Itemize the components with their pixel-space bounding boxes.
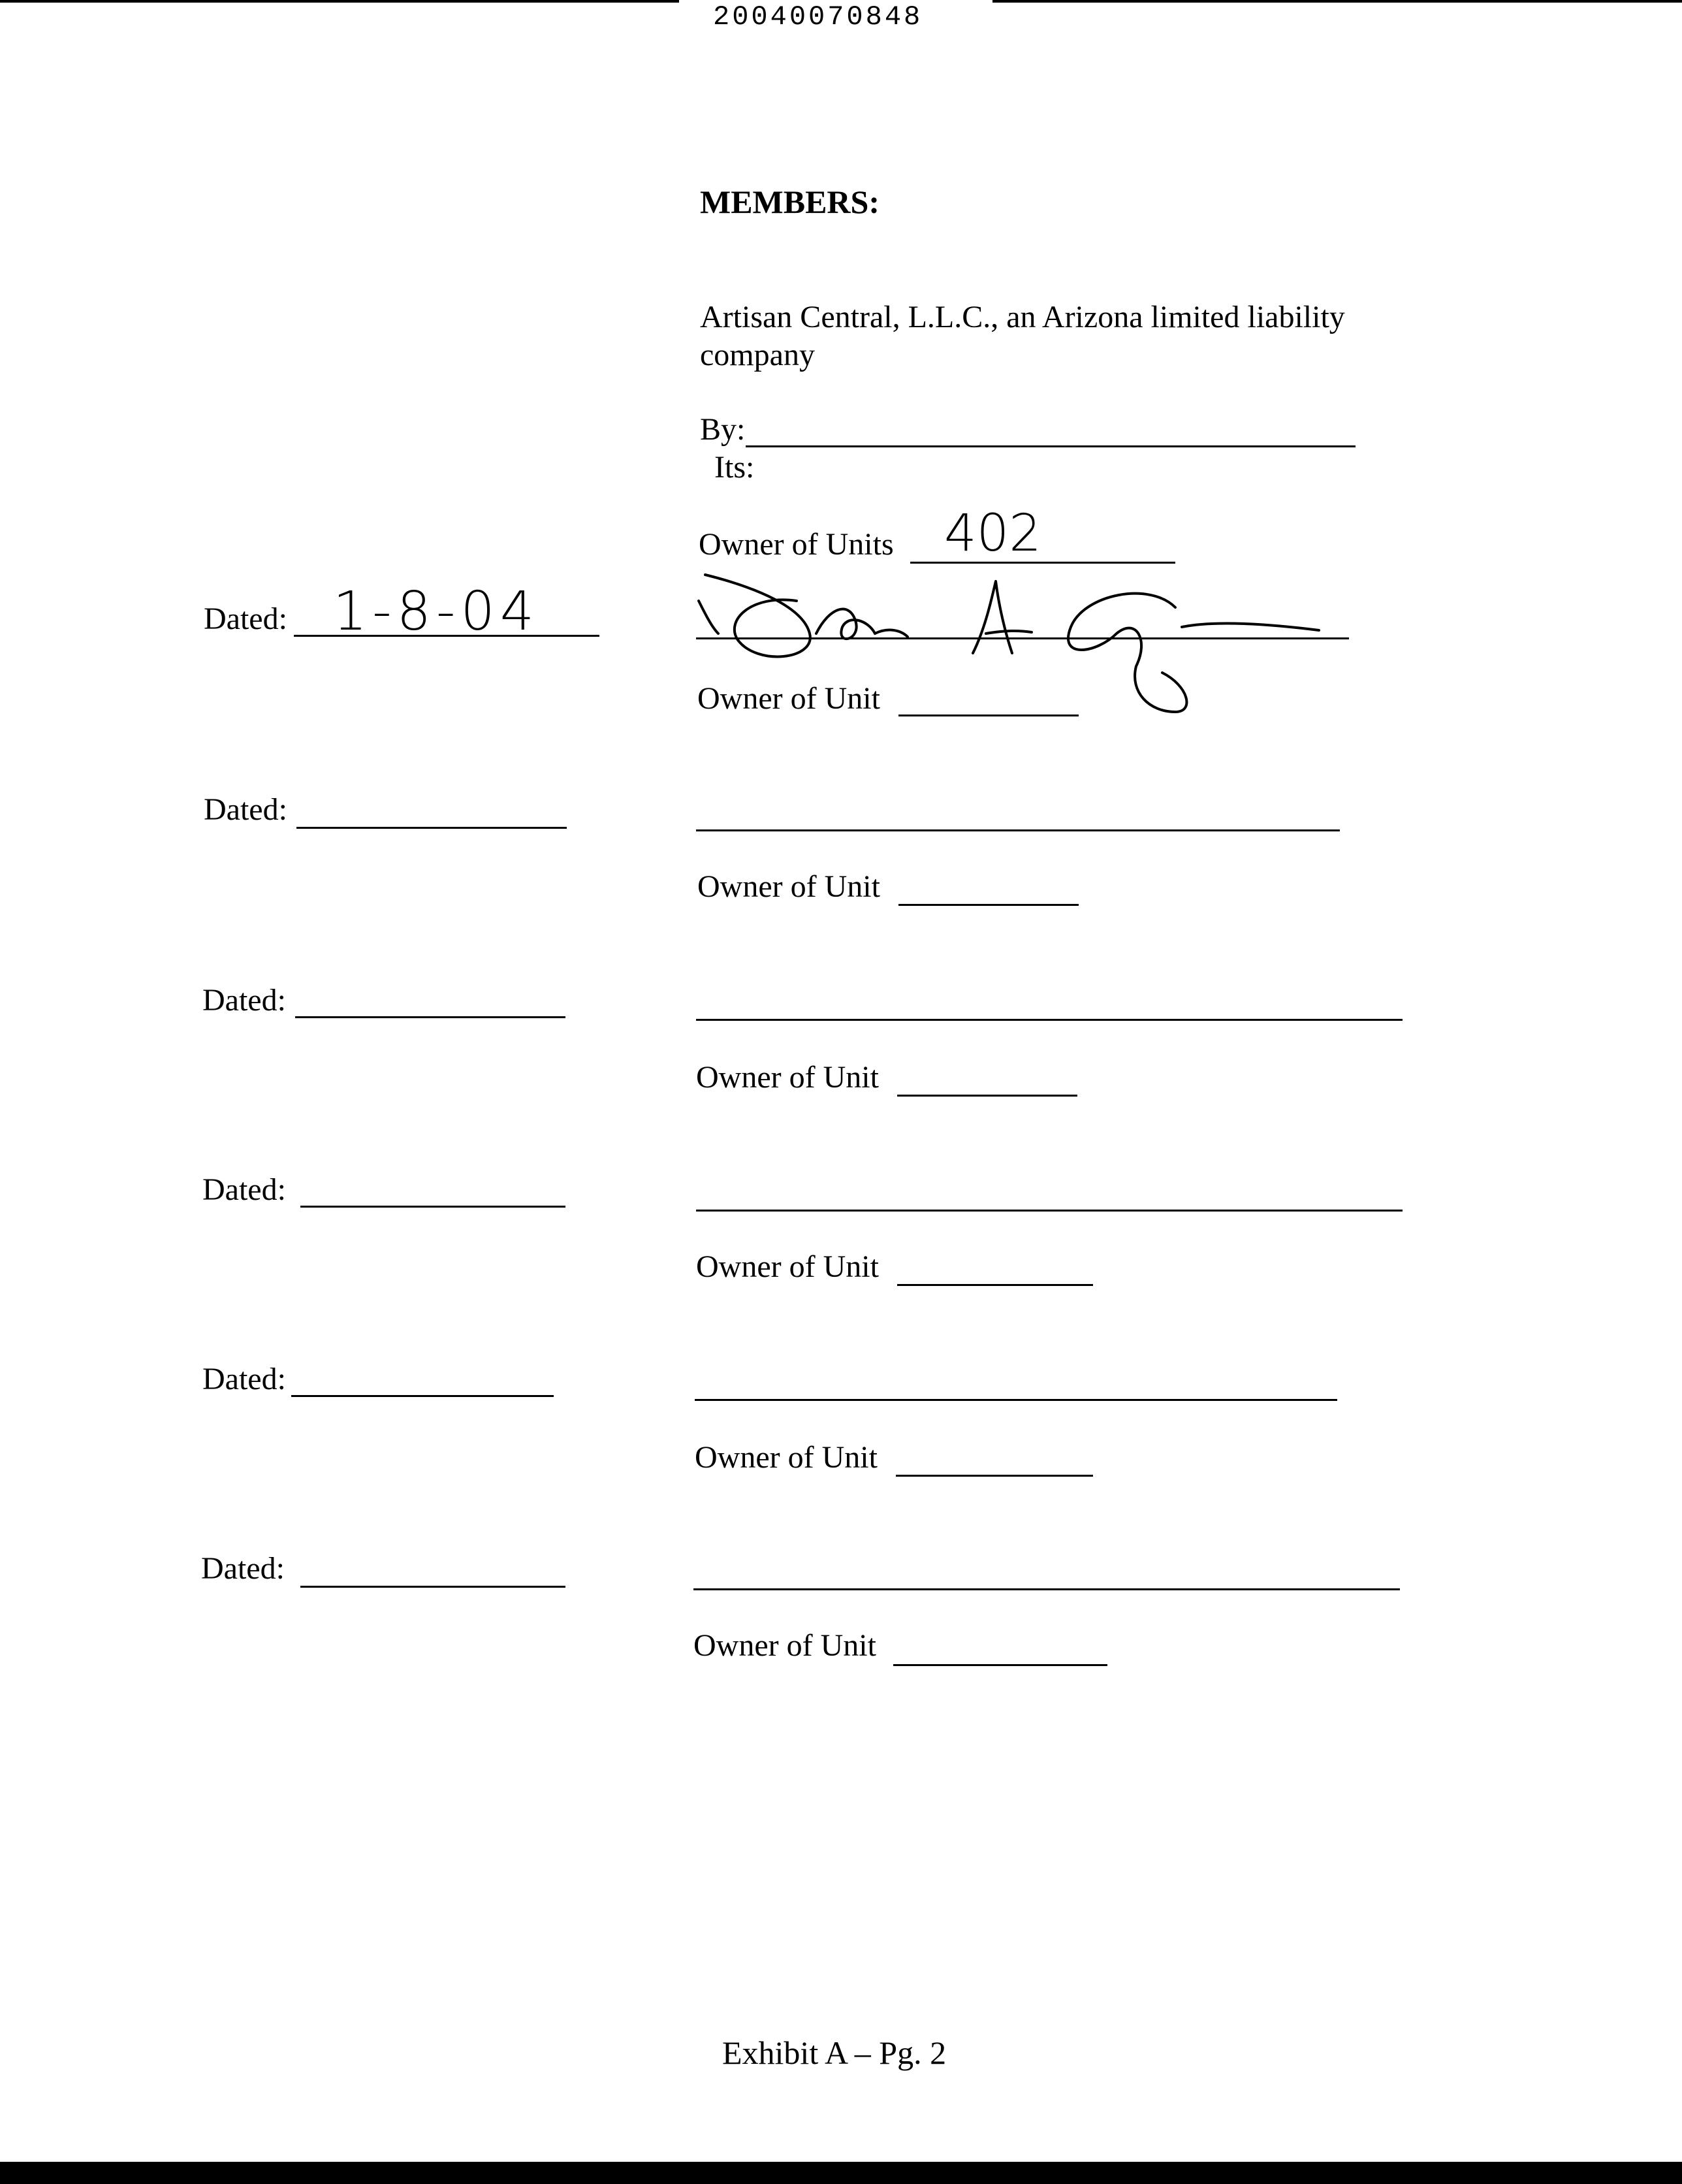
owner-of-unit-line-6[interactable] xyxy=(893,1664,1107,1666)
page-footer: Exhibit A – Pg. 2 xyxy=(722,2034,947,2071)
owner-of-unit-line-4[interactable] xyxy=(897,1284,1093,1286)
header-rule-right xyxy=(992,0,1682,3)
company-name-line2: company xyxy=(700,338,815,372)
dated-line-3[interactable] xyxy=(295,1016,565,1018)
dated-line-2[interactable] xyxy=(296,827,567,829)
by-signature-line[interactable] xyxy=(746,445,1356,447)
owner-of-unit-line-2[interactable] xyxy=(898,904,1079,906)
owner-of-unit-label-4: Owner of Unit xyxy=(696,1249,879,1284)
owner-of-unit-label-6: Owner of Unit xyxy=(693,1628,876,1663)
owner-of-unit-line-5[interactable] xyxy=(896,1475,1093,1477)
owner-of-units-value: 402 xyxy=(944,504,1041,563)
signature-line-6[interactable] xyxy=(693,1588,1400,1590)
members-heading: MEMBERS: xyxy=(700,184,880,220)
dated-label-2: Dated: xyxy=(204,792,287,827)
dated-line-4[interactable] xyxy=(300,1206,565,1208)
owner-of-unit-line-3[interactable] xyxy=(897,1095,1077,1097)
dated-line-1[interactable] xyxy=(294,635,599,637)
owner-of-unit-label-3: Owner of Unit xyxy=(696,1060,879,1095)
dated-label-3: Dated: xyxy=(202,983,286,1018)
signature-line-4[interactable] xyxy=(696,1210,1403,1212)
dated-line-5[interactable] xyxy=(291,1395,554,1397)
dated-label-1: Dated: xyxy=(204,602,287,636)
signature-line-2[interactable] xyxy=(696,829,1340,831)
dated-label-6: Dated: xyxy=(201,1551,285,1586)
owner-of-unit-label-5: Owner of Unit xyxy=(695,1440,878,1475)
dated-1-value: 1-8-04 xyxy=(333,581,539,643)
dated-label-5: Dated: xyxy=(202,1362,286,1396)
company-name-line1: Artisan Central, L.L.C., an Arizona limited liability xyxy=(700,300,1345,334)
document-number: 20040070848 xyxy=(713,1,923,33)
dated-label-4: Dated: xyxy=(202,1172,286,1207)
signature-line-3[interactable] xyxy=(696,1019,1403,1021)
owner-of-unit-line-1[interactable] xyxy=(898,715,1079,716)
header-rule-left xyxy=(0,0,679,3)
owner-of-unit-label-2: Owner of Unit xyxy=(697,869,880,904)
signature-line-5[interactable] xyxy=(695,1399,1337,1401)
its-label: Its: xyxy=(714,450,755,485)
dated-line-6[interactable] xyxy=(300,1586,565,1588)
by-label: By: xyxy=(700,412,746,447)
scan-bottom-band xyxy=(0,2162,1682,2184)
owner-of-units-label: Owner of Units xyxy=(699,527,894,562)
signature-line-1[interactable] xyxy=(696,637,1349,639)
owner-of-unit-label-1: Owner of Unit xyxy=(697,681,880,716)
